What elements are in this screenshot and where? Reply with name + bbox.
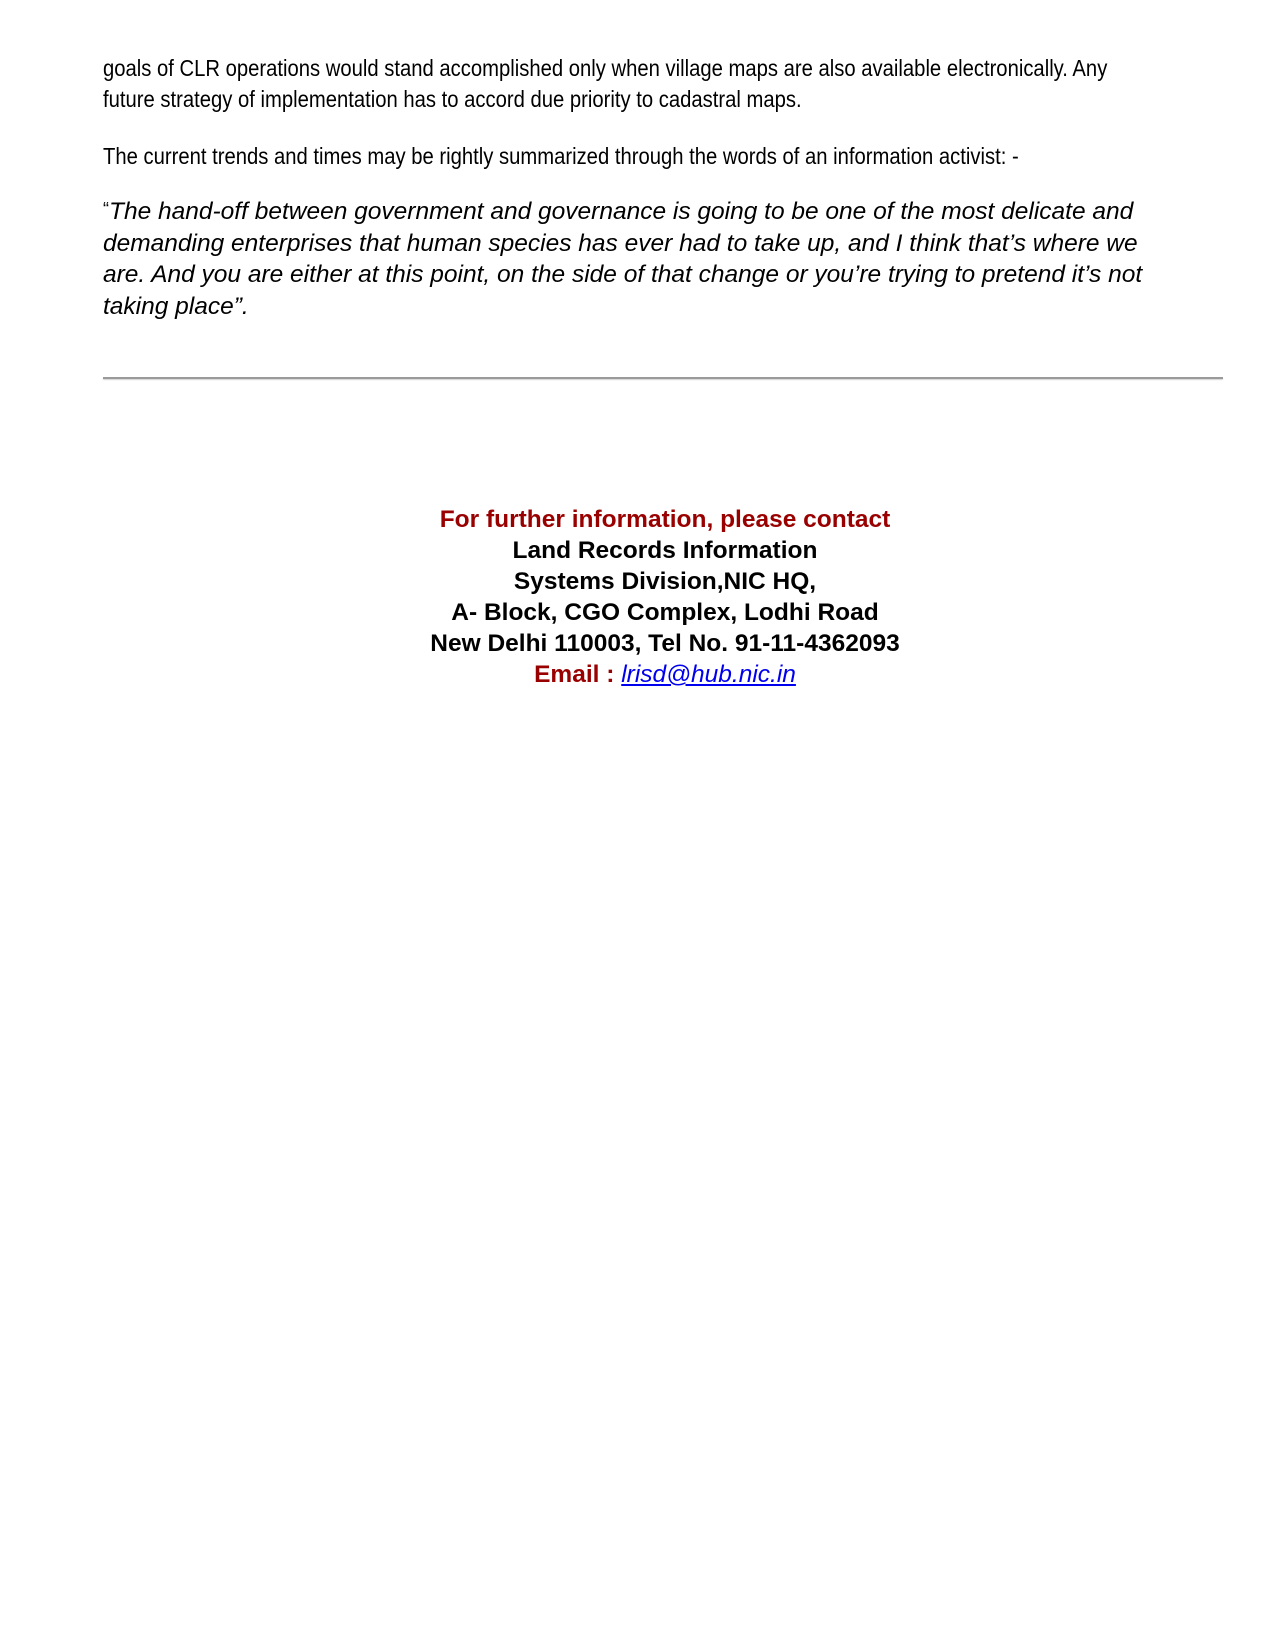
contact-line-2: Systems Division,NIC HQ, xyxy=(513,568,817,595)
contact-line-1: Land Records Information xyxy=(512,537,818,564)
contact-heading: For further information, please contact xyxy=(439,506,891,533)
horizontal-divider xyxy=(103,377,1223,379)
contact-line-4: New Delhi 110003, Tel No. 91-11-4362093 xyxy=(430,630,900,657)
contact-line-3: A- Block, CGO Complex, Lodhi Road xyxy=(451,599,879,626)
activist-quote xyxy=(103,196,1223,322)
quote-line-2: demanding enterprises that human species has ever had to take up, and I think that’s where we xyxy=(103,229,1138,257)
paragraph-1-line-1: goals of CLR operations would stand accomplished only when village maps are also available electronically. Any xyxy=(103,55,1108,81)
email-link[interactable]: lrisd@hub.nic.in xyxy=(621,661,796,688)
paragraph-1-line-2: future strategy of implementation has to accord due priority to cadastral maps. xyxy=(103,86,802,112)
quote-line-1: The hand-off between government and governance is going to be one of the most delicate and xyxy=(109,198,1134,225)
contact-block xyxy=(0,504,1275,690)
quote-line-3: are. And you are either at this point, on the side of that change or you’re trying to pretend it’s not xyxy=(103,261,1143,288)
paragraph-cadastral-maps xyxy=(103,53,1108,115)
quote-open-mark: “ xyxy=(103,199,109,219)
contact-email-row xyxy=(0,659,1275,690)
email-label: Email : xyxy=(534,661,622,688)
paragraph-current-trends: The current trends and times may be rightly summarized through the words of an information activist: - xyxy=(103,143,1019,169)
quote-line-4: taking place”. xyxy=(103,292,249,320)
